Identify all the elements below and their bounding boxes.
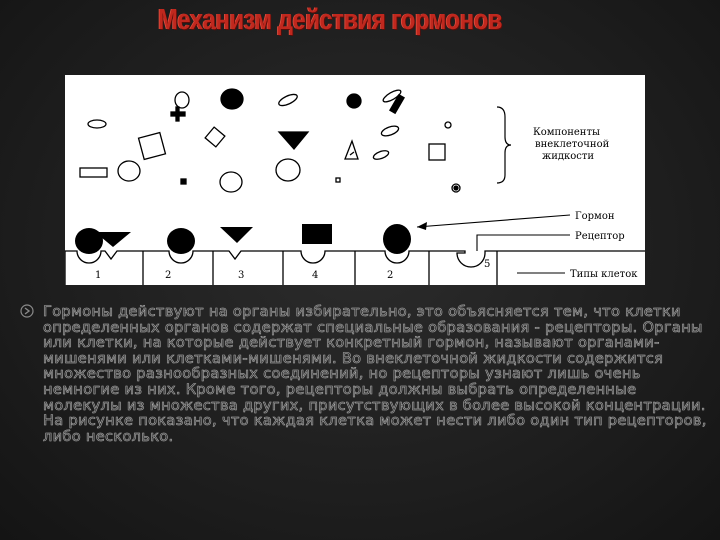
hormone-bound-circle [167, 228, 195, 254]
cell-number: 1 [95, 270, 102, 281]
molecule-open-circle [220, 172, 242, 192]
molecule-open-oval [175, 92, 189, 108]
cell-row [65, 251, 645, 285]
hormone-label: Гормон [575, 211, 615, 222]
extracellular-molecules [80, 88, 460, 192]
molecule-small-circle [445, 122, 451, 128]
cell-number: 2 [387, 270, 394, 281]
cell-number: 5 [484, 259, 491, 270]
molecule-filled-circle [347, 94, 361, 108]
receptor-label: Рецептор [575, 231, 625, 242]
cell-types-label: Типы клеток [570, 269, 638, 280]
molecule-cross [171, 112, 185, 116]
molecule-small-square [336, 178, 340, 182]
molecule-open-square [139, 133, 166, 160]
molecule-filled-triangle [279, 132, 308, 149]
molecule-open-ellipse [372, 149, 389, 161]
components-brace [497, 107, 511, 183]
cell-number: 3 [238, 270, 245, 281]
molecule-filled-bar [390, 95, 404, 114]
slide-title: Механизм действия гормонов [157, 4, 503, 36]
molecule-open-square [429, 144, 445, 160]
molecule-open-ellipse [88, 120, 106, 128]
molecule-open-bar [80, 168, 107, 177]
molecule-open-circle [276, 159, 300, 181]
components-label-line1: Компоненты [533, 127, 600, 138]
molecule-small-square [181, 179, 186, 184]
arrow-bullet-icon [20, 304, 36, 320]
hormone-bound-circle [75, 228, 103, 254]
hormone-bound-triangle [220, 227, 253, 243]
bound-hormones [75, 224, 411, 254]
hormone-pointer [417, 215, 570, 227]
components-label-line2: внеклеточной [535, 139, 610, 150]
molecule-open-triangle [345, 141, 358, 159]
molecule-open-diamond [205, 127, 225, 147]
molecule-open-oval [118, 161, 140, 181]
components-label-line3: жидкости [542, 151, 595, 162]
molecule-open-ellipse [380, 124, 400, 138]
hormone-receptor-diagram [65, 75, 645, 285]
molecule-open-ellipse [277, 92, 299, 108]
hormone-bound-circle [383, 224, 411, 254]
molecule-filled-oval [221, 89, 243, 109]
receptor-pointer [477, 235, 570, 251]
hormone-bound-square [302, 224, 332, 244]
cell-number: 2 [165, 270, 172, 281]
slide-body-text: Гормоны действуют на органы избирательно, это объясняется тем, что клетки определенных органов содержат специальные образования - рецепторы. Органы или клетки, на которые действует конкретный гормон, называют органами-мишенями или клетками-мишенями. Во внеклеточной жидкости содержится множество разнообразных соединений, но рецепторы узнают лишь очень немногие из них. Кроме того, рецепторы должны выбрать определенные молекулы из множества других, присутствующих в более высокой концентрации. На рисунке показано, что каждая клетка может нести либо один тип рецепторов, либо несколько. [43, 303, 707, 445]
cell-number: 4 [312, 270, 319, 281]
